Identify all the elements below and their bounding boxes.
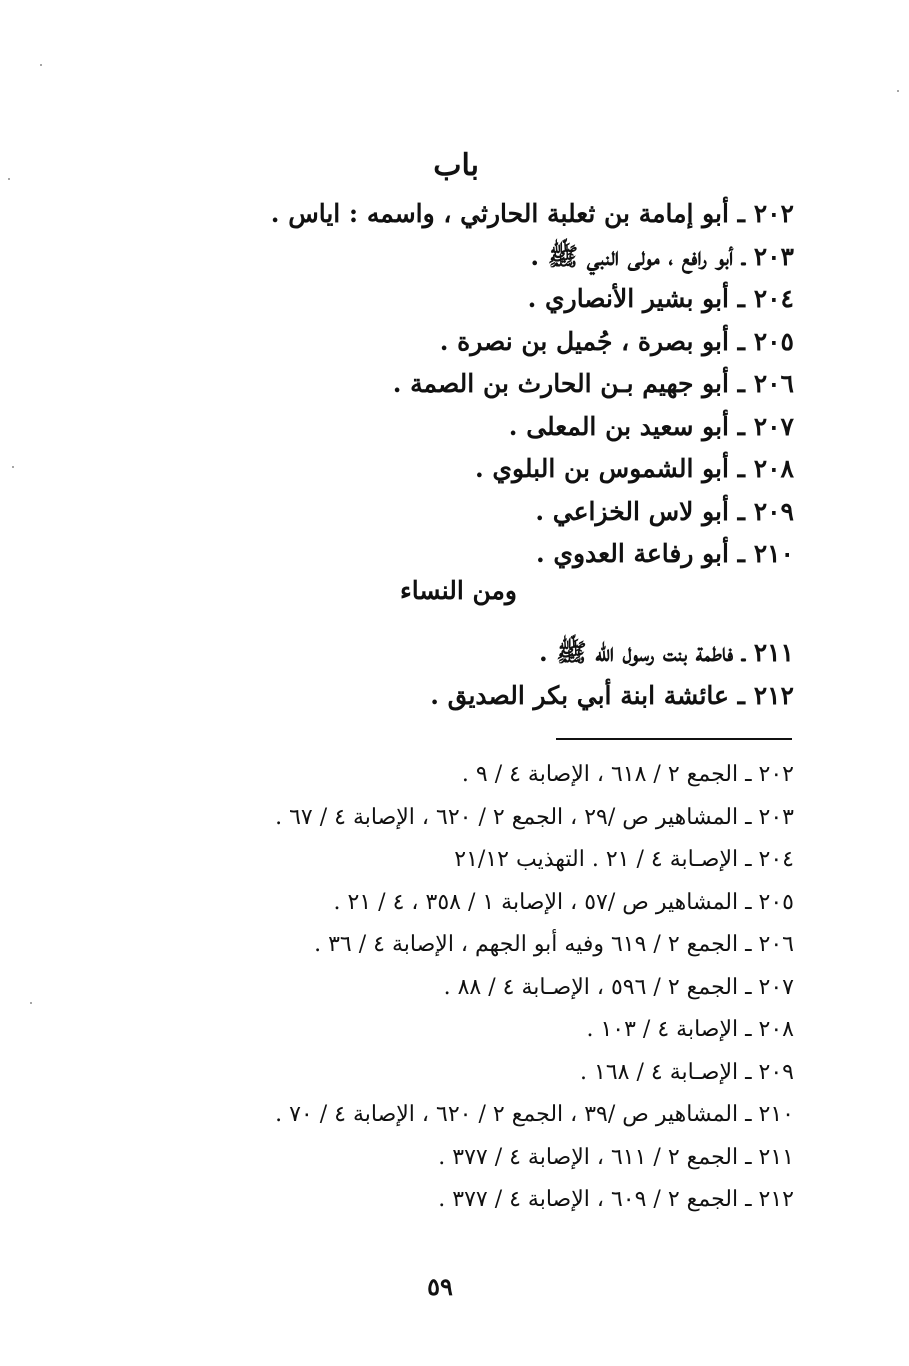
footnote: ٢٠٥ ـ المشاهير ص /٥٧ ، الإصابة ١ / ٣٥٨ ، ٤ / ٢١ . (333, 889, 794, 915)
companions-list (154, 193, 794, 576)
footnote: ٢٠٧ ـ الجمع ٢ / ٥٩٦ ، الإصـابة ٤ / ٨٨ . (443, 974, 794, 1000)
list-item: ٢٠٤ ـ أبو بشير الأنصاري . (527, 284, 794, 313)
scan-speck (897, 90, 899, 92)
footnote: ٢٠٦ ـ الجمع ٢ / ٦١٩ وفيه أبو الجهم ، الإصابة ٤ / ٣٦ . (314, 932, 794, 957)
footnote: ٢٠٣ ـ المشاهير ص /٢٩ ، الجمع ٢ / ٦٢٠ ، الإصابة ٤ / ٦٧ . (275, 804, 794, 830)
list-item: ٢١٠ ـ أبو رفاعة العدوي . (535, 539, 794, 568)
footnote: ٢١٢ ـ الجمع ٢ / ٦٠٩ ، الإصابة ٤ / ٣٧٧ . (438, 1187, 794, 1212)
scan-speck (30, 1002, 32, 1004)
footnote-divider (556, 738, 792, 740)
list-item: ٢١٢ ـ عائشة ابنة أبي بكر الصديق . (430, 680, 794, 710)
chapter-heading: باب (433, 148, 479, 183)
list-item: ٢٠٧ ـ أبو سعيد بن المعلى . (508, 411, 794, 441)
footnote: ٢٠٨ ـ الإصابة ٤ / ١٠٣ . (586, 1017, 794, 1042)
list-item: ٢٠٣ ـ أبو رافع ، مولى النبي ﷺ . (530, 241, 794, 271)
list-item: ٢٠٨ ـ أبو الشموس بن البلوي . (475, 454, 794, 483)
scan-speck (40, 64, 42, 66)
footnote: ٢١١ ـ الجمع ٢ / ٦١١ ، الإصابة ٤ / ٣٧٧ . (438, 1144, 794, 1170)
footnote: ٢٠٢ ـ الجمع ٢ / ٦١٨ ، الإصابة ٤ / ٩ . (461, 762, 794, 787)
footnote: ٢٠٤ ـ الإصـابة ٤ / ٢١ . التهذيب ٢١/١٢ (454, 847, 794, 872)
list-item: ٢٠٦ ـ أبو جهيم بـن الحارث بن الصمة . (392, 369, 794, 398)
list-item: ٢٠٥ ـ أبو بصرة ، جُميل بن نصرة . (439, 326, 794, 356)
women-list (154, 632, 794, 717)
footnotes (74, 754, 794, 1222)
page-number: ٥٩ (427, 1272, 453, 1301)
section-subheading: ومن النساء (400, 576, 517, 605)
list-item: ٢٠٢ ـ أبو إمامة بن ثعلبة الحارثي ، واسمه : اياس . (270, 199, 794, 228)
footnote: ٢١٠ ـ المشاهير ص /٣٩ ، الجمع ٢ / ٦٢٠ ، الإصابة ٤ / ٧٠ . (275, 1102, 794, 1127)
scan-speck (8, 178, 10, 180)
footnote: ٢٠٩ ـ الإصـابة ٤ / ١٦٨ . (580, 1059, 794, 1085)
scan-speck (12, 466, 14, 468)
list-item: ٢٠٩ ـ أبو لاس الخزاعي . (535, 496, 794, 526)
list-item: ٢١١ ـ فاطمة بنت رسول الله ﷺ . (538, 638, 794, 667)
